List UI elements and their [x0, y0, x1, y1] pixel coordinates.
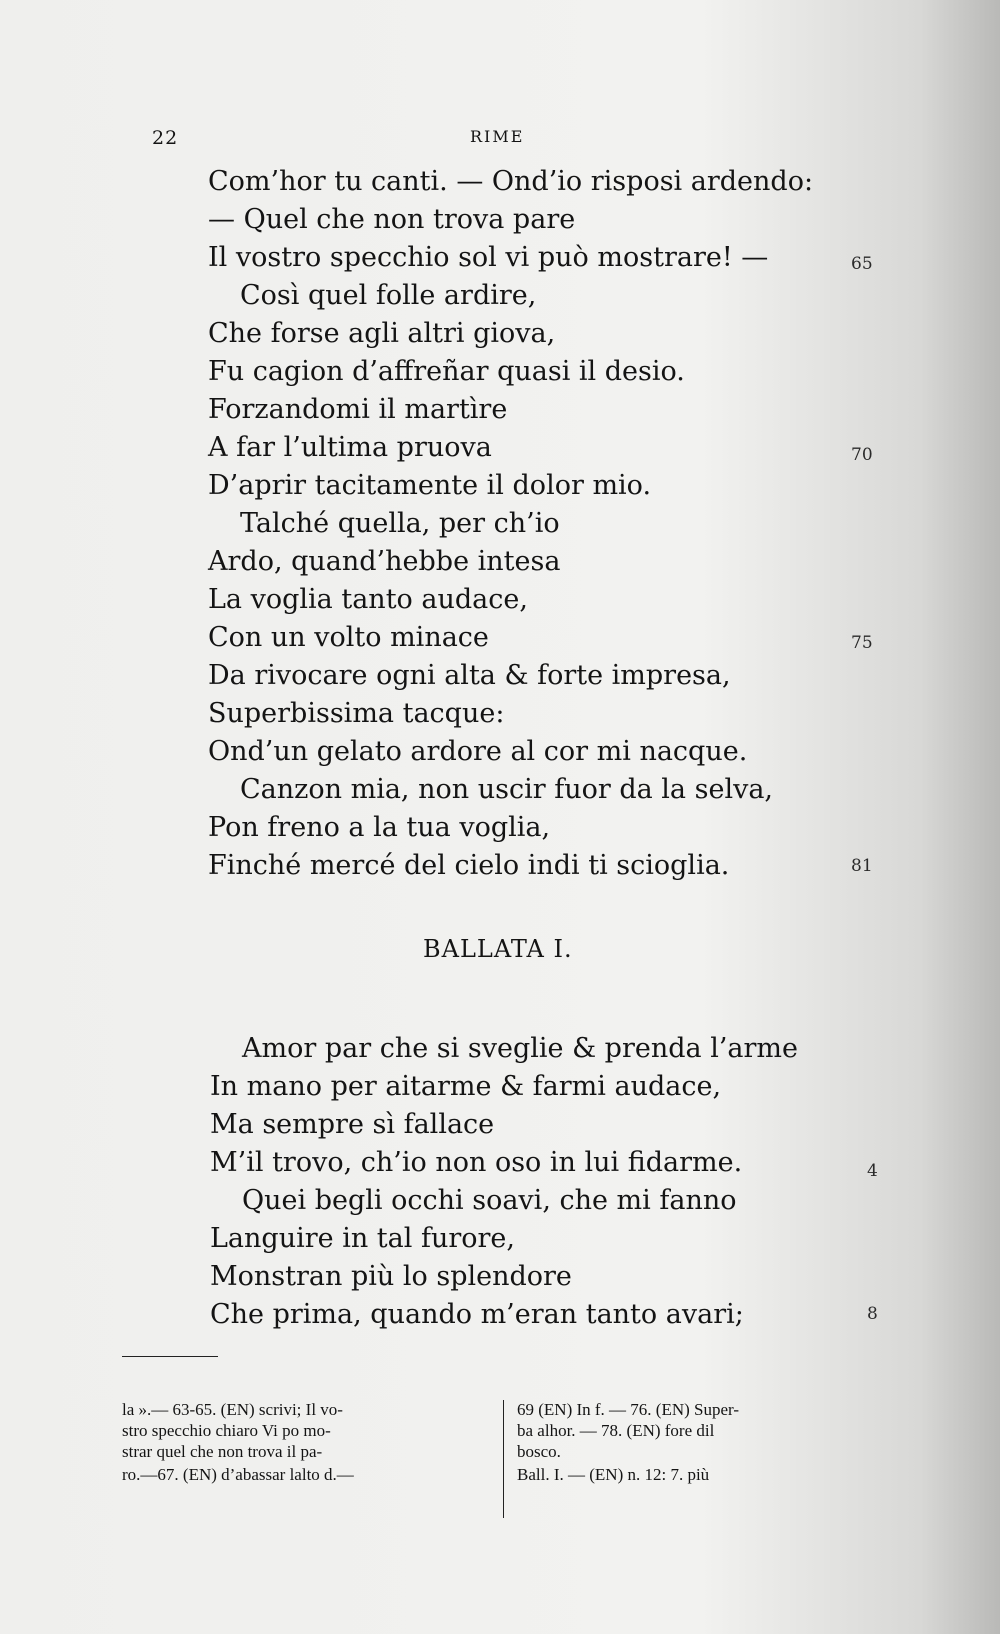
verse-line: Amor par che si sveglie & prenda l’arme: [242, 1033, 799, 1064]
footnote-left-line: stro specchio chiaro Vi po mo-: [122, 1421, 331, 1440]
verse-line: Pon freno a la tua voglia,: [208, 812, 551, 843]
line-number: 4: [867, 1161, 878, 1181]
verse-line: Ardo, quand’hebbe intesa: [208, 546, 561, 577]
footnote-rule: [122, 1356, 218, 1357]
verse-line: Canzon mia, non uscir fuor da la selva,: [240, 774, 774, 805]
verse-line: In mano per aitarme & farmi audace,: [210, 1071, 722, 1102]
verse-line: Com’hor tu canti. — Ond’io risposi ardendo:: [208, 166, 814, 197]
line-number: 65: [851, 254, 873, 274]
verse-line: Finché mercé del cielo indi ti scioglia.: [208, 850, 730, 881]
verse-line: Ond’un gelato ardore al cor mi nacque.: [208, 736, 748, 767]
verse-line: Con un volto minace: [208, 622, 489, 653]
verse-line: La voglia tanto audace,: [208, 584, 528, 615]
line-number: 8: [867, 1304, 878, 1324]
page-number: 22: [152, 127, 179, 149]
footnote-right-line: ba alhor. — 78. (EN) fore dil: [517, 1421, 715, 1440]
verse-line: Il vostro specchio sol vi può mostrare! —: [208, 242, 769, 273]
verse-line: Fu cagion d’affreñar quasi il desio.: [208, 356, 685, 387]
footnote-right-line: 69 (EN) In f. — 76. (EN) Super-: [517, 1400, 740, 1419]
verse-line: Così quel folle ardire,: [240, 280, 537, 311]
running-title: RIME: [470, 127, 525, 146]
verse-line: Ma sempre sì fallace: [210, 1109, 495, 1140]
verse-line: Che forse agli altri giova,: [208, 318, 556, 349]
verse-line: Talché quella, per ch’io: [240, 508, 560, 539]
line-number: 81: [851, 856, 873, 876]
verse-line: Che prima, quando m’eran tanto avari;: [210, 1299, 744, 1330]
line-number: 70: [851, 445, 873, 465]
verse-line: A far l’ultima pruova: [208, 432, 492, 463]
verse-line: Forzandomi il martìre: [208, 394, 508, 425]
line-number: 75: [851, 633, 873, 653]
footnote-left-line: strar quel che non trova il pa-: [122, 1442, 323, 1461]
verse-line: Monstran più lo splendore: [210, 1261, 572, 1292]
verse-line: Da rivocare ogni alta & forte impresa,: [208, 660, 731, 691]
verse-line: — Quel che non trova pare: [208, 204, 576, 235]
footnote-right-line: Ball. I. — (EN) n. 12: 7. più: [517, 1465, 710, 1484]
column-divider: [503, 1400, 504, 1518]
verse-line: M’il trovo, ch’io non oso in lui fidarme.: [210, 1147, 743, 1178]
footnote-left-line: ro.—67. (EN) d’abassar lalto d.—: [122, 1465, 354, 1484]
footnote-right-line: bosco.: [517, 1442, 561, 1461]
verse-line: D’aprir tacitamente il dolor mio.: [208, 470, 652, 501]
verse-line: Quei begli occhi soavi, che mi fanno: [242, 1185, 737, 1216]
section-heading: BALLATA I.: [423, 935, 573, 963]
footnote-left-line: la ».— 63-65. (EN) scrivi; Il vo-: [122, 1400, 343, 1419]
verse-line: Superbissima tacque:: [208, 698, 505, 729]
verse-line: Languire in tal furore,: [210, 1223, 515, 1254]
